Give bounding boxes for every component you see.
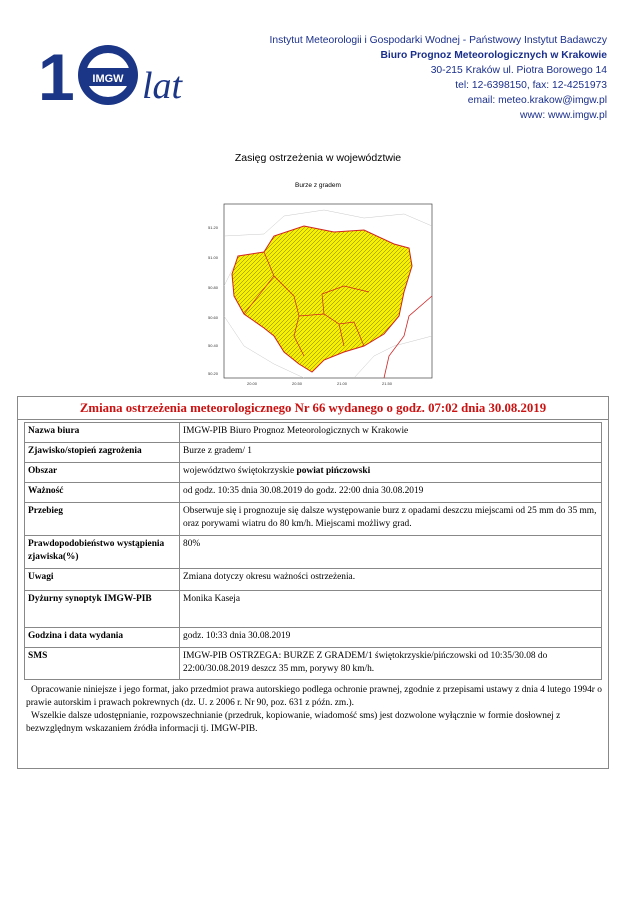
row-value: godz. 10:33 dnia 30.08.2019 <box>180 628 602 648</box>
copyright-text: Opracowanie niniejsze i jego format, jako przedmiot prawa autorskiego podlega ochronie prawnej, zgodnie z przepisami ustawy z dnia 4 lutego 1994r o prawie autorskim i prawach pokrewnych (dz. U. z 2006 r. Nr 90, poz. 631 z późn. zm.). <box>26 685 602 708</box>
row-value: Zmiana dotyczy okresu ważności ostrzeżenia. <box>180 569 602 591</box>
y-tick: 51.00 <box>208 255 219 260</box>
y-tick: 50.20 <box>208 371 219 376</box>
institute-header <box>270 33 607 123</box>
row-value: IMGW-PIB Biuro Prognoz Meteorologicznych w Krakowie <box>180 423 602 443</box>
x-tick: 21.50 <box>382 381 393 386</box>
y-tick: 51.20 <box>208 225 219 230</box>
row-key: Prawdopodobieństwo wystąpienia zjawiska(%) <box>25 536 180 569</box>
office-name: Biuro Prognoz Meteorologicznych w Krakowie <box>380 50 607 61</box>
row-key: Nazwa biura <box>25 423 180 443</box>
x-tick: 20.50 <box>292 381 303 386</box>
x-tick: 20.00 <box>247 381 258 386</box>
office-website[interactable]: www: www.imgw.pl <box>520 110 607 121</box>
warning-area-map <box>204 196 436 392</box>
row-key: Godzina i data wydania <box>25 628 180 648</box>
y-tick: 50.80 <box>208 285 219 290</box>
table-row <box>25 591 602 628</box>
row-value: od godz. 10:35 dnia 30.08.2019 do godz. 22:00 dnia 30.08.2019 <box>180 483 602 503</box>
row-key: Ważność <box>25 483 180 503</box>
logo-script: lat <box>142 65 183 107</box>
y-tick: 50.60 <box>208 315 219 320</box>
warning-title: Zmiana ostrzeżenia meteorologicznego Nr 66 wydanego o godz. 07:02 dnia 30.08.2019 <box>18 397 608 420</box>
office-address: 30-215 Kraków ul. Piotra Borowego 14 <box>430 65 607 76</box>
table-row <box>25 503 602 536</box>
table-row <box>25 536 602 569</box>
table-row <box>25 463 602 483</box>
area-region: województwo świętokrzyskie <box>183 466 295 476</box>
map-title: Zasięg ostrzeżenia w województwie <box>234 152 402 164</box>
office-email[interactable]: email: meteo.krakow@imgw.pl <box>467 95 607 106</box>
logo-number: 1 <box>38 40 75 108</box>
area-district: powiat pińczowski <box>296 466 371 476</box>
row-key: Zjawisko/stopień zagrożenia <box>25 443 180 463</box>
office-phone: tel: 12-6398150, fax: 12-4251973 <box>455 80 607 91</box>
row-value: Monika Kaseja <box>180 591 602 628</box>
imgw-100-years-logo <box>38 38 188 108</box>
row-value <box>180 463 602 483</box>
institute-name: Instytut Meteorologii i Gospodarki Wodnej - Państwowy Instytut Badawczy <box>269 35 607 46</box>
table-row <box>25 443 602 463</box>
y-tick: 50.40 <box>208 343 219 348</box>
x-tick: 21.00 <box>337 381 348 386</box>
warning-table <box>24 422 602 680</box>
logo-letters: IMGW <box>92 73 124 85</box>
row-key: SMS <box>25 648 180 680</box>
copyright-footer <box>18 680 608 736</box>
row-value: Obserwuje się i prognozuje się dalsze występowanie burz z opadami deszczu miejscami od 25 mm do 35 mm, oraz porywami wiatru do 80 km/h. Miejscami możliwy grad. <box>180 503 602 536</box>
table-row <box>25 628 602 648</box>
row-value: IMGW-PIB OSTRZEGA: BURZE Z GRADEM/1 świętokrzyskie/pińczowski od 10:35/30.08 do 22:00/30.08.2019 deszcz 35 mm, porywy 80 km/h. <box>180 648 602 680</box>
map-subtitle: Burze z gradem <box>295 182 341 189</box>
row-value: Burze z gradem/ 1 <box>180 443 602 463</box>
row-key: Uwagi <box>25 569 180 591</box>
table-row <box>25 569 602 591</box>
row-value: 80% <box>180 536 602 569</box>
row-key: Przebieg <box>25 503 180 536</box>
usage-text: Wszelkie dalsze udostępnianie, rozpowszechnianie (przedruk, kopiowanie, wiadomość sms) jest dozwolone wyłącznie w formie dosłownej z bezwzględnym wskazaniem źródła informacji tj. IMGW-PIB. <box>26 711 561 734</box>
table-row <box>25 423 602 443</box>
warning-box <box>17 396 609 769</box>
row-key: Dyżurny synoptyk IMGW-PIB <box>25 591 180 628</box>
table-row <box>25 483 602 503</box>
row-key: Obszar <box>25 463 180 483</box>
table-row <box>25 648 602 680</box>
